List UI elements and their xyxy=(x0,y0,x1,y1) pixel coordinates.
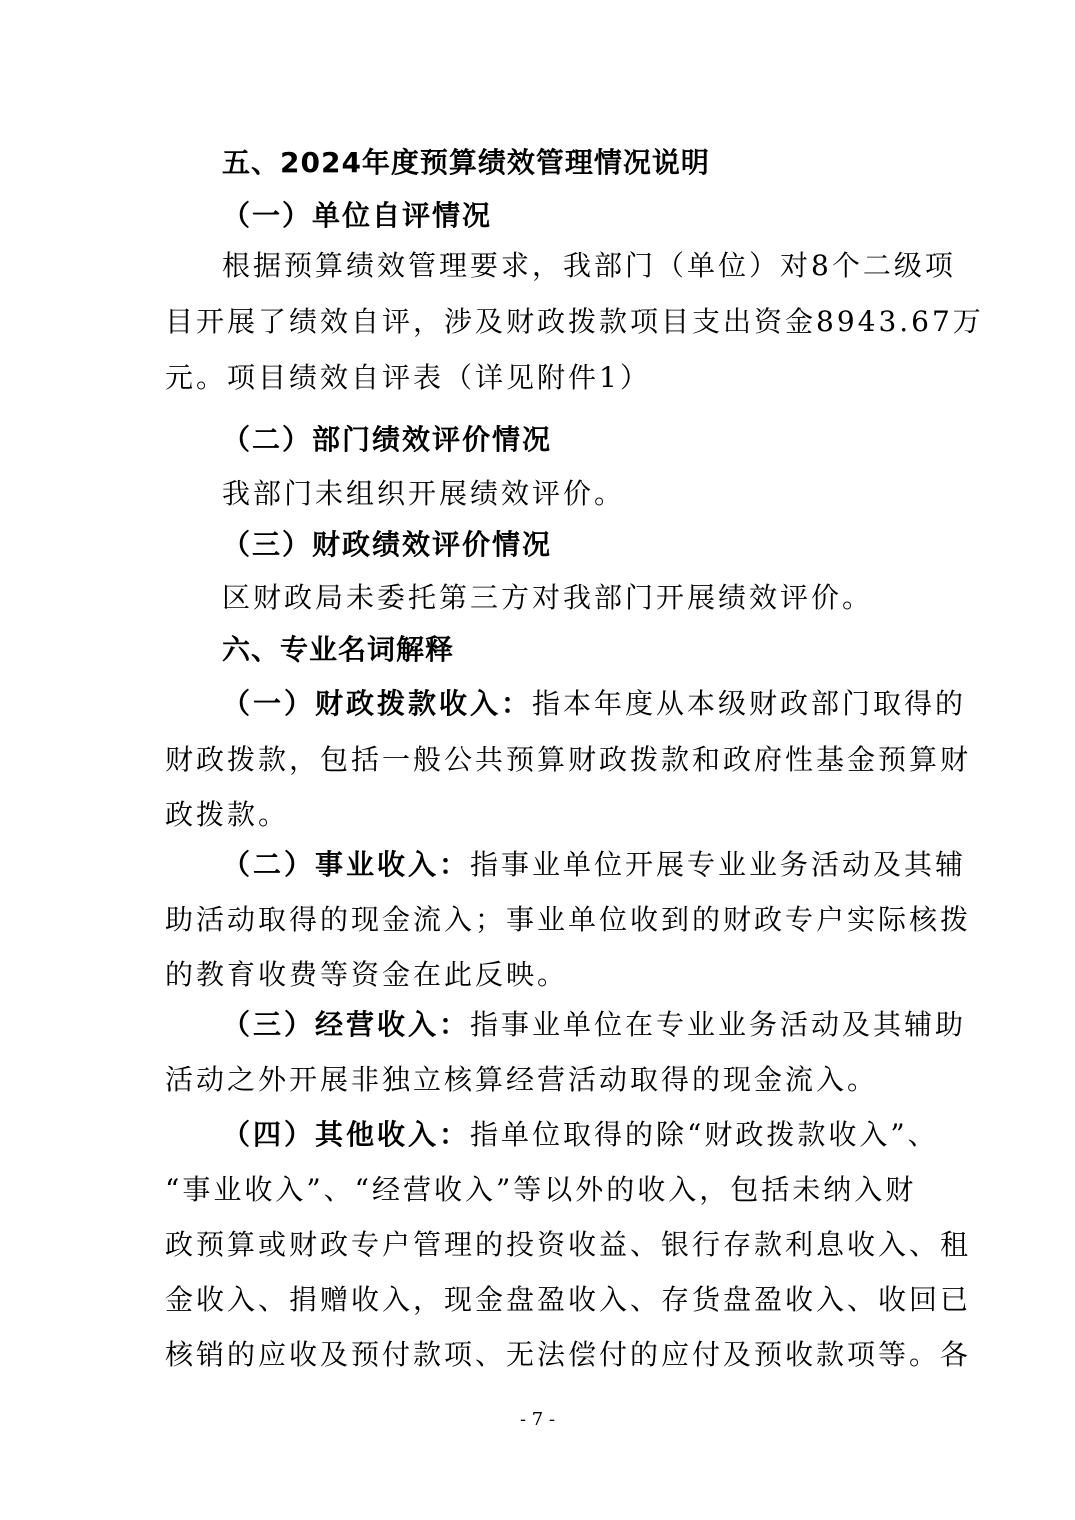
section-5-sub3-text: 区财政局未委托第三方对我部门开展绩效评价。 xyxy=(222,581,874,614)
section-6-item4-text: 指单位取得的除“财政拨款收入”、 xyxy=(470,1118,939,1151)
section-5-sub1-line-3: 元。项目绩效自评表（详见附件1） xyxy=(165,361,651,394)
section-6-item2-label: （二）事业收入： xyxy=(222,848,471,881)
section-6-item2-line-2: 助活动取得的现金流入；事业单位收到的财政专户实际核拨 xyxy=(165,903,972,936)
section-6-item2-text: 指事业单位开展专业业务活动及其辅 xyxy=(470,848,967,881)
section-6-heading: 六、专业名词解释 xyxy=(222,633,455,666)
section-6-item4-line-4: 金收入、捐赠收入，现金盘盈收入、存货盘盈收入、收回已 xyxy=(165,1283,972,1316)
section-5-sub3-heading: （三）财政绩效评价情况 xyxy=(222,528,553,561)
section-6-item1-text: 指本年度从本级财政部门取得的 xyxy=(532,687,967,720)
section-6-item4-line-2: “事业收入”、“经营收入”等以外的收入，包括未纳入财 xyxy=(165,1173,917,1206)
section-5-sub2-heading: （二）部门绩效评价情况 xyxy=(222,423,553,456)
page-number: - 7 - xyxy=(519,1409,556,1430)
section-6-item1-label: （一）财政拨款收入： xyxy=(222,687,533,720)
section-6-item4-line-1 xyxy=(0,1115,1075,1155)
section-5-sub1-line-1: 根据预算绩效管理要求，我部门（单位）对8个二级项 xyxy=(222,249,956,282)
section-6-item4-line-5: 核销的应收及预付款项、无法偿付的应付及预收款项等。各 xyxy=(165,1338,972,1371)
section-6-item1-line-3: 政拨款。 xyxy=(165,798,290,831)
section-6-item3-line-2: 活动之外开展非独立核算经营活动取得的现金流入。 xyxy=(165,1063,879,1096)
section-6-item1-line-1 xyxy=(0,684,1075,724)
section-6-item2-line-3: 的教育收费等资金在此反映。 xyxy=(165,958,569,991)
section-6-item3-text: 指事业单位在专业业务活动及其辅助 xyxy=(470,1008,967,1041)
section-6-item2-line-1 xyxy=(0,845,1075,885)
section-6-item4-line-3: 政预算或财政专户管理的投资收益、银行存款利息收入、租 xyxy=(165,1228,972,1261)
section-6-item3-line-1 xyxy=(0,1005,1075,1045)
section-6-item3-label: （三）经营收入： xyxy=(222,1008,471,1041)
section-5-heading: 五、2024年度预算绩效管理情况说明 xyxy=(222,146,710,179)
section-5-sub1-line-2: 目开展了绩效自评，涉及财政拨款项目支出资金8943.67万 xyxy=(165,305,984,338)
section-5-sub2-text: 我部门未组织开展绩效评价。 xyxy=(222,477,626,510)
section-6-item4-label: （四）其他收入： xyxy=(222,1118,471,1151)
section-5-sub1-heading: （一）单位自评情况 xyxy=(222,199,493,232)
section-6-item1-line-2: 财政拨款，包括一般公共预算财政拨款和政府性基金预算财 xyxy=(165,743,972,776)
